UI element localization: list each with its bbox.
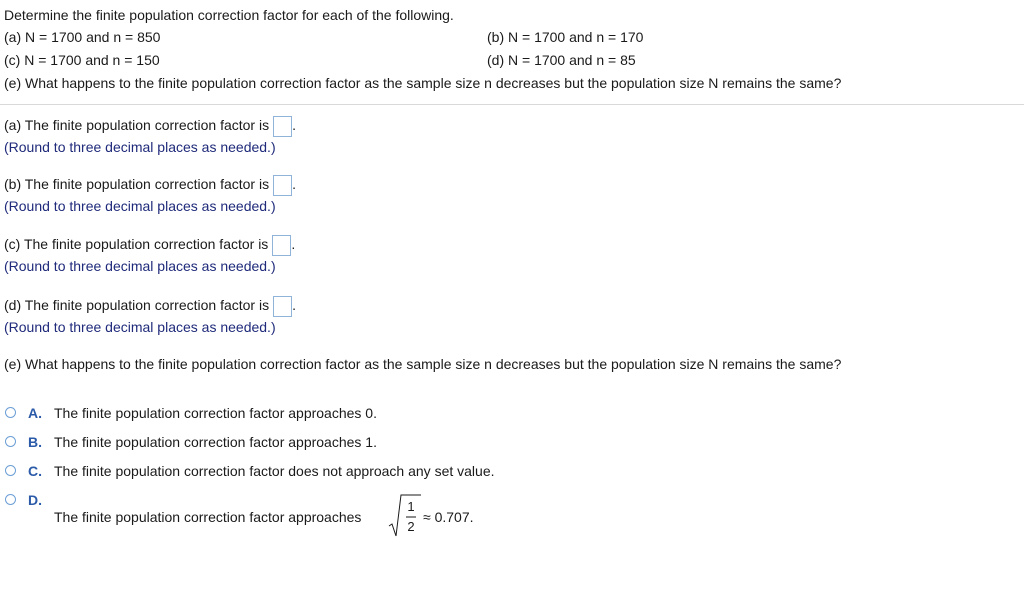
- part-b-prompt: (b) N = 1700 and n = 170: [487, 29, 644, 45]
- option-d-letter: D.: [28, 492, 42, 508]
- option-a-radio[interactable]: [5, 407, 16, 418]
- option-a-letter: A.: [28, 405, 42, 421]
- radical-sign-icon: [388, 493, 422, 539]
- answer-d-label: (d) The finite population correction factor is: [4, 297, 270, 314]
- answer-a-label: (a) The finite population correction factor is: [4, 117, 270, 134]
- answer-b-input[interactable]: [273, 175, 292, 196]
- answer-c-input[interactable]: [272, 235, 291, 256]
- fraction-numerator: 1: [407, 499, 415, 514]
- part-c-prompt: (c) N = 1700 and n = 150: [4, 52, 160, 68]
- answer-a-hint: (Round to three decimal places as needed.): [4, 139, 276, 155]
- problem-title: Determine the finite population correction factor for each of the following.: [4, 7, 454, 23]
- option-a-text[interactable]: The finite population correction factor approaches 0.: [54, 405, 377, 421]
- option-d-radio[interactable]: [5, 494, 16, 505]
- section-divider: [0, 104, 1024, 105]
- part-d-prompt: (d) N = 1700 and n = 85: [487, 52, 636, 68]
- option-c-letter: C.: [28, 463, 42, 479]
- part-e-question: (e) What happens to the finite population correction factor as the sample size n decreases but the population size N remains the same?: [4, 356, 842, 372]
- answer-d-input[interactable]: [273, 296, 292, 317]
- answer-b-hint: (Round to three decimal places as needed.): [4, 198, 276, 214]
- option-c-radio[interactable]: [5, 465, 16, 476]
- option-d-approx: ≈ 0.707.: [423, 509, 474, 525]
- answer-b-row: (b) The finite population correction factor is .: [4, 175, 296, 196]
- fraction-denominator: 2: [407, 519, 415, 534]
- answer-b-label: (b) The finite population correction factor is: [4, 176, 270, 193]
- option-b-radio[interactable]: [5, 436, 16, 447]
- option-c-text[interactable]: The finite population correction factor does not approach any set value.: [54, 463, 495, 479]
- option-b-text[interactable]: The finite population correction factor approaches 1.: [54, 434, 377, 450]
- part-e-prompt: (e) What happens to the finite population correction factor as the sample size n decreases but the population size N remains the same?: [4, 75, 842, 91]
- answer-d-hint: (Round to three decimal places as needed.): [4, 319, 276, 335]
- part-a-prompt: (a) N = 1700 and n = 850: [4, 29, 161, 45]
- answer-c-row: (c) The finite population correction factor is .: [4, 235, 295, 256]
- sqrt-one-half-formula: [388, 493, 422, 539]
- answer-d-row: (d) The finite population correction factor is .: [4, 296, 296, 317]
- answer-a-input[interactable]: [273, 116, 292, 137]
- option-b-letter: B.: [28, 434, 42, 450]
- answer-a-row: (a) The finite population correction factor is .: [4, 116, 296, 137]
- option-d-text[interactable]: The finite population correction factor approaches: [54, 509, 362, 525]
- answer-c-hint: (Round to three decimal places as needed.): [4, 258, 276, 274]
- answer-c-label: (c) The finite population correction factor is: [4, 236, 269, 253]
